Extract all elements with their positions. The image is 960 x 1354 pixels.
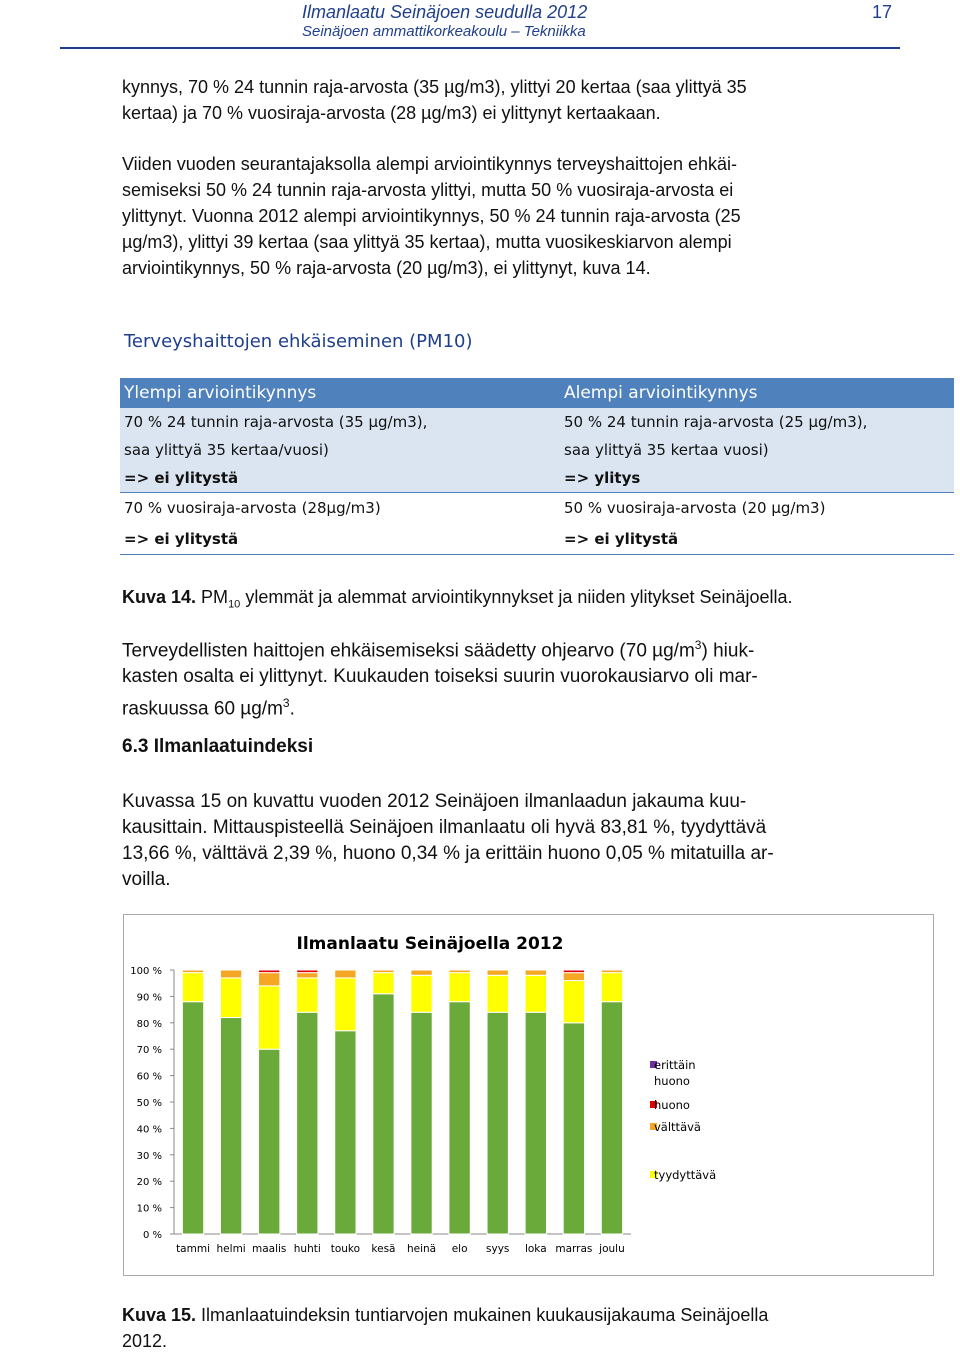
superscript: 3: [694, 638, 702, 652]
table-cell: => ei ylitystä: [564, 530, 679, 548]
bar-segment: [563, 970, 584, 973]
text-line: ylittynyt. Vuonna 2012 alempi arviointikynnys, 50 % 24 tunnin raja-arvosta (25: [122, 206, 741, 226]
bar-segment: [297, 970, 318, 973]
y-tick-label: 0 %: [142, 1230, 162, 1241]
bar-segment: [182, 970, 203, 973]
running-header-title: Ilmanlaatu Seinäjoen seudulla 2012: [302, 2, 588, 22]
bar-segment: [297, 978, 318, 1012]
header-rule: [60, 47, 900, 49]
header-upper-threshold: Ylempi arviointikynnys: [124, 383, 317, 403]
chart-title: Ilmanlaatu Seinäjoella 2012: [296, 934, 564, 954]
caption-label: Kuva 15.: [122, 1305, 197, 1325]
paragraph-4: [122, 789, 907, 893]
x-tick-label: marras: [555, 1243, 593, 1255]
bar-segment: [601, 970, 622, 973]
paragraph-2: [122, 151, 907, 281]
table-cell: 70 % 24 tunnin raja-arvosta (35 µg/m3),: [124, 413, 428, 431]
table-cell: => ei ylitystä: [124, 530, 239, 548]
caption-text: ylemmät ja alemmat arviointikynnykset ja niiden ylitykset Seinäjoella.: [240, 587, 793, 607]
x-tick-label: loka: [524, 1243, 547, 1255]
text-span: .: [289, 698, 295, 720]
table-cell: 50 % vuosiraja-arvosta (20 µg/m3): [564, 499, 826, 517]
paragraph-3: [122, 632, 907, 723]
figure-14-caption: [122, 584, 793, 618]
table-cell: 70 % vuosiraja-arvosta (28µg/m3): [124, 499, 381, 517]
bar-segment: [220, 970, 241, 978]
bar-segment: [563, 1023, 584, 1234]
table-header-row: [120, 378, 954, 408]
bar-segment: [220, 1018, 241, 1234]
text-line: [122, 690, 907, 722]
text-line: 13,66 %, välttävä 2,39 %, huono 0,34 % ja erittäin huono 0,05 % mitatuilla ar-: [122, 843, 774, 864]
bar-segment: [373, 970, 394, 973]
bar-segment: [182, 1002, 203, 1234]
table-row: [120, 408, 954, 436]
caption-text: PM: [196, 587, 229, 607]
x-tick-label: kesä: [371, 1243, 396, 1255]
bar-segment: [525, 970, 546, 975]
x-tick-label: helmi: [216, 1243, 246, 1255]
bar-segment: [487, 970, 508, 975]
text-line: µg/m3), ylittyi 39 kertaa (saa ylittyä 35 kertaa), mutta vuosikeskiarvon alempi: [122, 232, 732, 252]
bar-segment: [182, 973, 203, 1002]
caption-label: Kuva 14.: [122, 587, 197, 607]
running-header-subtitle: Seinäjoen ammattikorkeakoulu – Tekniikka: [302, 23, 586, 40]
table-cell: saa ylittyä 35 kertaa/vuosi): [124, 441, 329, 459]
text-line: Kuvassa 15 on kuvattu vuoden 2012 Seinäjoen ilmanlaadun jakauma kuu-: [122, 791, 747, 812]
x-tick-label: joulu: [599, 1243, 625, 1255]
table-cell: 50 % 24 tunnin raja-arvosta (25 µg/m3),: [564, 413, 868, 431]
bar-segment: [487, 975, 508, 1012]
text-line: kasten osalta ei ylittynyt. Kuukauden toiseksi suurin vuorokausiarvo oli mar-: [122, 666, 758, 688]
bar-segment: [373, 994, 394, 1234]
text-line: kausittain. Mittauspisteellä Seinäjoen ilmanlaatu oli hyvä 83,81 %, tyydyttävä: [122, 817, 767, 838]
table-row: [120, 524, 954, 555]
bar-segment: [259, 1049, 280, 1234]
superscript: 3: [282, 696, 290, 711]
x-tick-label: maalis: [252, 1243, 287, 1255]
bar-segment: [411, 975, 432, 1012]
bar-segment: [411, 970, 432, 975]
x-tick-label: syys: [486, 1243, 510, 1255]
threshold-table: [120, 378, 954, 555]
table-cell: => ei ylitystä: [124, 469, 239, 487]
text-line: arviointikynnys, 50 % raja-arvosta (20 µg/m3), ei ylittynyt, kuva 14.: [122, 258, 651, 278]
caption-subscript: 10: [228, 598, 241, 611]
paragraph-1: [122, 74, 907, 126]
legend-label: huono: [654, 1098, 690, 1112]
page-number: 17: [872, 2, 893, 22]
text-line: Viiden vuoden seurantajaksolla alempi arviointikynnys terveyshaittojen ehkäi-: [122, 154, 738, 174]
figure-15-caption: [122, 1302, 907, 1354]
legend-label: välttävä: [654, 1120, 701, 1134]
y-tick-label: 40 %: [136, 1124, 162, 1136]
text-span: ) hiuk-: [701, 640, 755, 662]
table-cell: saa ylittyä 35 kertaa vuosi): [564, 441, 769, 459]
table-title: Terveyshaittojen ehkäiseminen (PM10): [124, 331, 473, 352]
section-heading: 6.3 Ilmanlaatuindeksi: [122, 736, 314, 757]
x-tick-label: elo: [451, 1243, 468, 1255]
header-lower-threshold: Alempi arviointikynnys: [564, 383, 758, 403]
y-tick-label: 20 %: [136, 1177, 162, 1189]
caption-text: Ilmanlaatuindeksin tuntiarvojen mukainen kuukausijakauma Seinäjoella: [196, 1305, 769, 1325]
y-tick-label: 60 %: [136, 1071, 162, 1083]
y-tick-label: 10 %: [136, 1203, 162, 1215]
x-tick-label: huhti: [293, 1243, 321, 1255]
bar-segment: [563, 973, 584, 981]
bar-segment: [335, 1031, 356, 1234]
legend-label: tyydyttävä: [654, 1168, 717, 1182]
bar-segment: [297, 973, 318, 978]
bar-segment: [601, 973, 622, 1002]
bar-segment: [259, 973, 280, 986]
y-tick-label: 70 %: [136, 1045, 162, 1057]
air-quality-chart: [123, 914, 934, 1276]
text-span: Terveydellisten haittojen ehkäisemiseksi säädetty ohjearvo (70 µg/m: [122, 640, 695, 662]
table-row: [120, 436, 954, 464]
bar-segment: [220, 978, 241, 1018]
bar-segment: [525, 975, 546, 1012]
legend-label: erittäin: [654, 1058, 696, 1072]
legend-label: huono: [654, 1074, 690, 1088]
text-line: voilla.: [122, 869, 171, 890]
table-row: [120, 493, 954, 524]
y-tick-label: 90 %: [136, 992, 162, 1004]
bar-segment: [373, 973, 394, 994]
table-cell: => ylitys: [564, 469, 641, 487]
bar-segment: [335, 970, 356, 978]
bar-segment: [525, 1012, 546, 1234]
text-line: kertaa) ja 70 % vuosiraja-arvosta (28 µg/m3) ei ylittynyt kertaakaan.: [122, 103, 661, 123]
bar-segment: [601, 1002, 622, 1234]
bar-segment: [259, 970, 280, 973]
y-tick-label: 100 %: [130, 966, 162, 977]
text-line: [122, 632, 907, 664]
bar-segment: [335, 978, 356, 1031]
text-line: semiseksi 50 % 24 tunnin raja-arvosta ylittyi, mutta 50 % vuosiraja-arvosta ei: [122, 180, 734, 200]
bar-segment: [487, 1012, 508, 1234]
x-tick-label: heinä: [406, 1243, 437, 1255]
bar-segment: [449, 973, 470, 1002]
text-line: kynnys, 70 % 24 tunnin raja-arvosta (35 µg/m3), ylittyi 20 kertaa (saa ylittyä 35: [122, 77, 747, 97]
x-tick-label: touko: [330, 1243, 361, 1255]
bar-segment: [297, 1012, 318, 1234]
text-span: raskuussa 60 µg/m: [122, 698, 283, 720]
bar-segment: [563, 981, 584, 1023]
y-tick-label: 50 %: [136, 1098, 162, 1109]
caption-line: 2012.: [122, 1331, 168, 1351]
bar-segment: [449, 970, 470, 973]
y-tick-label: 30 %: [136, 1150, 162, 1162]
x-tick-label: tammi: [176, 1243, 211, 1255]
bar-segment: [449, 1002, 470, 1234]
table-row: [120, 464, 954, 493]
caption-line: [122, 1302, 907, 1328]
bar-segment: [411, 1012, 432, 1234]
y-tick-label: 80 %: [136, 1018, 162, 1030]
bar-segment: [259, 986, 280, 1049]
